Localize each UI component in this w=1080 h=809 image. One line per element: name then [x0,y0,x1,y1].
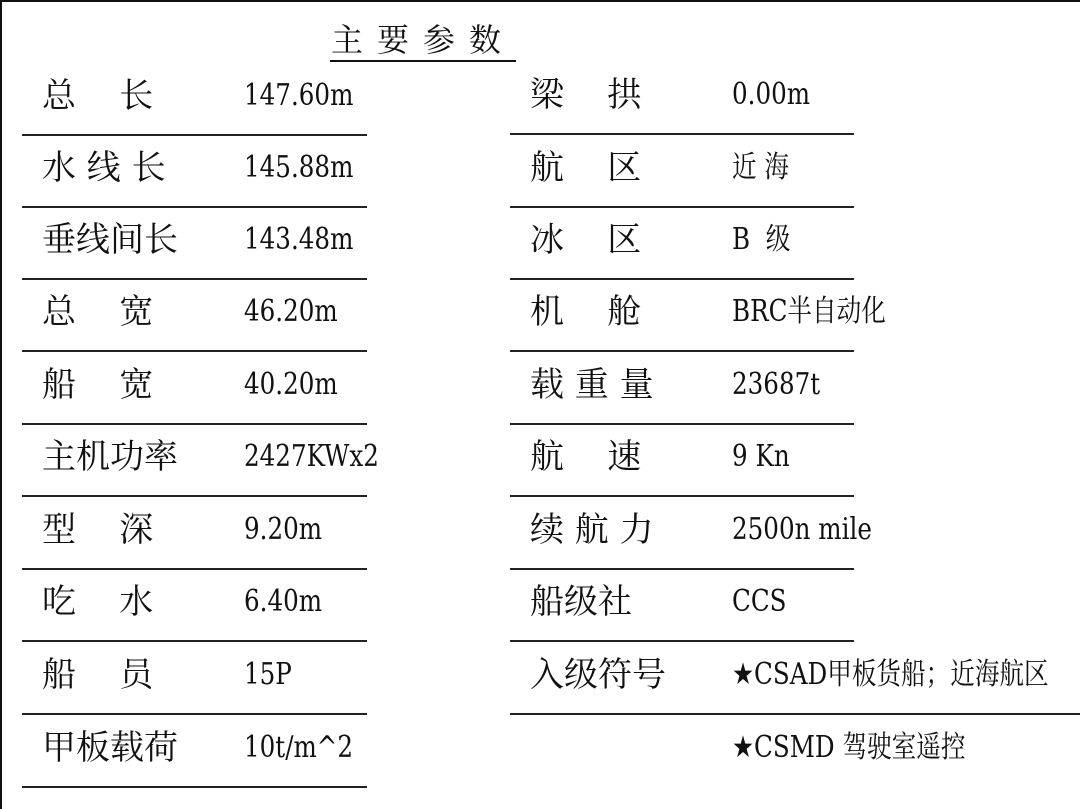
param-value: 2500n mile [732,512,872,547]
param-label: 船 员 [42,655,154,695]
param-label: 垂线间长 [42,220,178,260]
param-label: 水 线 长 [42,148,166,188]
param-label: 船 宽 [42,365,154,405]
param-label: 主机功率 [42,437,178,477]
param-row-navigation-area [510,134,854,208]
param-value: 9.20m [244,512,323,547]
param-value: 145.88m [244,150,354,185]
param-label: 总 长 [42,76,154,116]
param-label: 续 航 力 [530,510,654,550]
param-row-waterline-length [22,134,367,208]
param-label: 梁 拱 [530,75,642,115]
param-row-engine-room [510,278,886,352]
param-value: 40.20m [244,367,338,402]
param-value: 46.20m [244,294,338,329]
param-value: BRC半自动化 [732,294,886,329]
top-border [0,0,1080,2]
param-value: 9 Kn [732,439,790,474]
param-value: 23687t [732,367,821,402]
param-row-main-engine-power [22,423,379,497]
param-label: 机 舱 [530,292,642,332]
param-row-class-notation [510,641,1080,715]
param-row-length-between-perpendiculars [22,206,367,280]
param-row-class-notation-2 [510,714,1080,786]
param-row-deadweight [510,351,854,425]
param-value: ★CSAD甲板货船；近海航区 [732,657,1049,692]
param-row-deck-load [22,714,367,788]
param-value: 6.40m [244,584,323,619]
param-value: CCS [732,584,787,619]
param-value: B 级 [732,222,791,257]
param-row-overall-length [22,62,367,136]
param-row-crew [22,641,367,715]
param-value: 近 海 [732,150,790,185]
param-row-moulded-depth [22,496,367,570]
param-value: 2427KWx2 [244,439,379,474]
param-label: 入级符号 [530,655,666,695]
param-value: 0.00m [732,77,811,112]
param-row-endurance [510,496,872,570]
param-label: 总 宽 [42,292,154,332]
param-row-classification-society [510,568,854,642]
param-row-draft [22,568,367,642]
param-row-ice-class [510,206,854,280]
param-label: 甲板载荷 [42,728,178,768]
param-row-overall-breadth [22,278,367,352]
param-value: 15P [244,657,292,692]
param-value: 10t/m^2 [244,730,354,765]
param-row-camber [510,61,854,135]
param-value: 143.48m [244,222,354,257]
param-value: ★CSMD 驾驶室遥控 [732,730,966,765]
param-label: 航 速 [530,437,642,477]
param-label: 冰 区 [530,220,642,260]
param-row-speed [510,423,854,497]
param-label: 吃 水 [42,582,154,622]
param-row-moulded-breadth [22,351,367,425]
param-value: 147.60m [244,78,354,113]
param-label: 船级社 [530,582,632,622]
page-title: 主要参数 [330,18,516,62]
left-border [0,0,2,809]
param-label: 载 重 量 [530,365,654,405]
param-label: 航 区 [530,148,642,188]
param-label: 型 深 [42,510,154,550]
